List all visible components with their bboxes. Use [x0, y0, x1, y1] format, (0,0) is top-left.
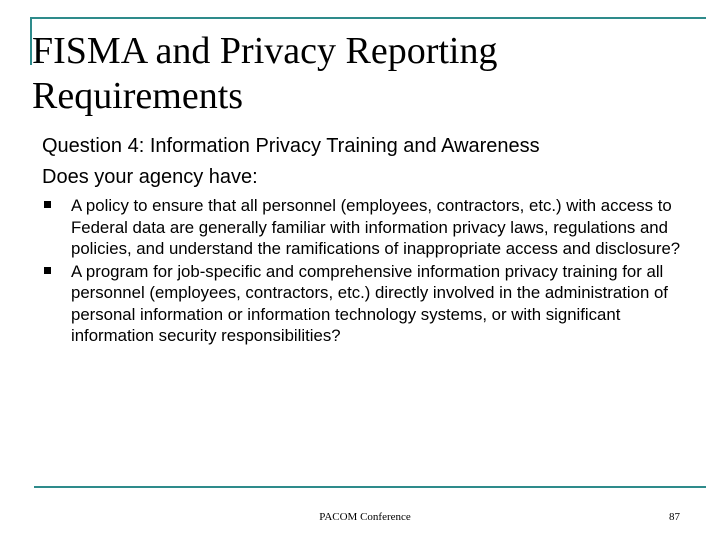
page-number: 87 [669, 511, 680, 523]
bullet-text: A program for job-specific and comprehensive information privacy training for all personnel (employees, contractors, etc.) directly involved in the administration of personal information or information technology systems, or with significant information security responsibilities? [71, 261, 668, 345]
slide-title: FISMA and Privacy Reporting Requirements [32, 30, 498, 117]
top-accent-rule [30, 17, 706, 19]
square-bullet-icon [44, 201, 51, 208]
question-heading: Question 4: Information Privacy Training and Awareness [42, 135, 540, 157]
bullet-item-policy [42, 195, 682, 260]
bullet-item-program [42, 261, 682, 347]
intro-text: Does your agency have: [42, 166, 258, 188]
footer-conference-label: PACOM Conference [319, 511, 411, 523]
footer-rule [34, 486, 706, 488]
square-bullet-icon [44, 267, 51, 274]
slide-body [42, 134, 682, 348]
bullet-text: A policy to ensure that all personnel (employees, contractors, etc.) with access to Federal data are generally familiar with information privacy laws, regulations and policies, and understand the ramifications of inappropriate access and disclosure? [71, 196, 681, 258]
bullet-list [42, 195, 682, 347]
